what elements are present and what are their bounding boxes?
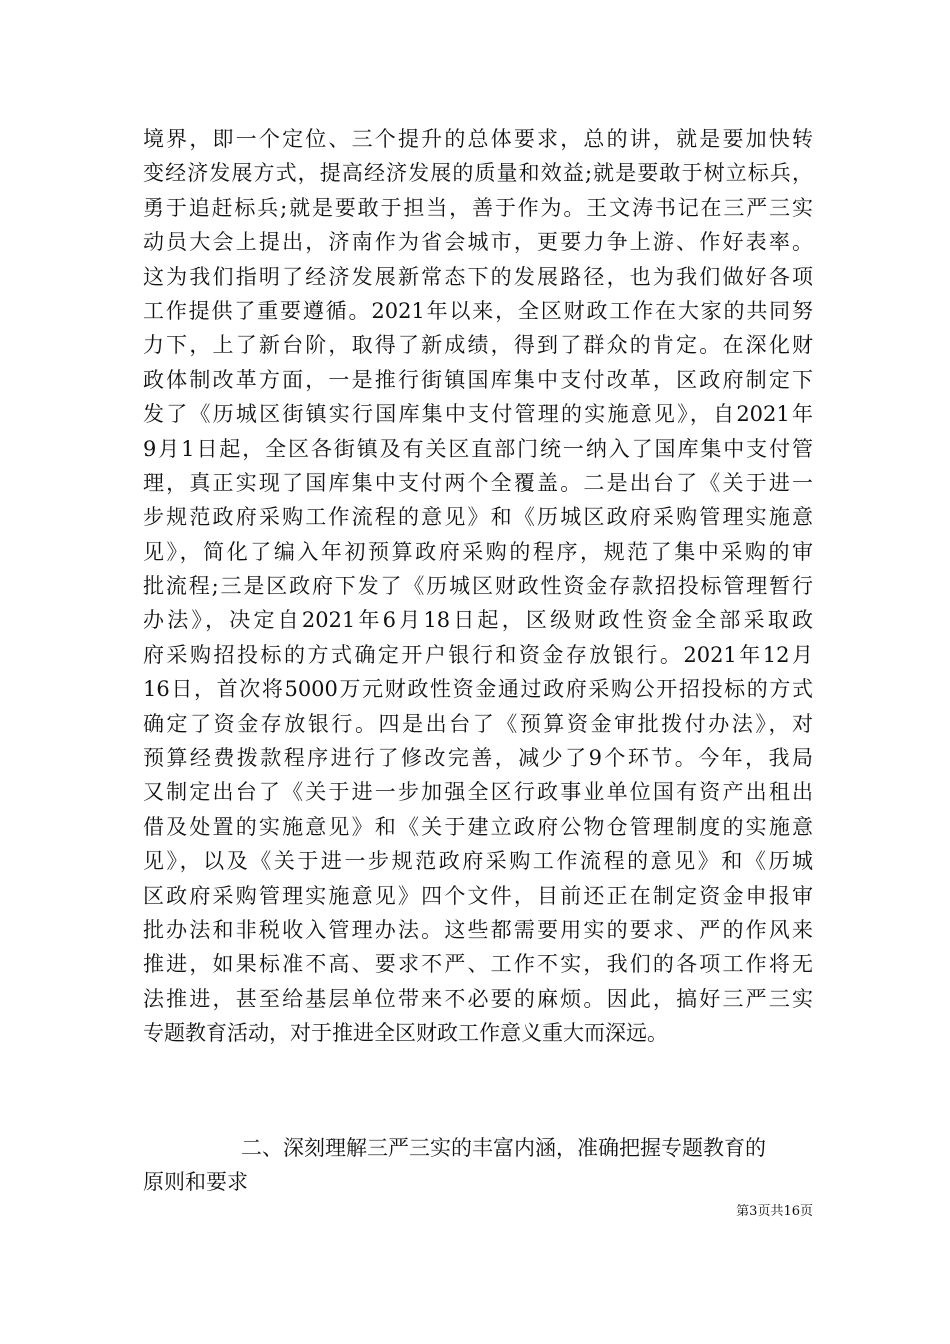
text-line: 动员大会上提出，济南作为省会城市，更要力争上游、作好表率。 bbox=[143, 230, 813, 255]
text-line: 府采购招投标的方式确定开户银行和资金存放银行。2021年12月 bbox=[143, 642, 813, 667]
text-line: 力下，上了新台阶，取得了新成绩，得到了群众的肯定。在深化财 bbox=[143, 333, 813, 358]
text-line: 9月1日起，全区各街镇及有关区直部门统一纳入了国库集中支付管 bbox=[143, 436, 813, 461]
text-line: 预算经费拨款程序进行了修改完善，减少了9个环节。今年，我局 bbox=[143, 746, 813, 771]
text-line: 区政府采购管理实施意见》四个文件，目前还正在制定资金申报审 bbox=[143, 883, 813, 908]
heading-line: 二、深刻理解三严三实的丰富内涵，准确把握专题教育的 bbox=[241, 1136, 766, 1160]
text-line: 勇于追赶标兵;就是要敢于担当，善于作为。王文涛书记在三严三实 bbox=[143, 195, 813, 220]
heading-line: 原则和要求 bbox=[143, 1170, 248, 1195]
text-line: 这为我们指明了经济发展新常态下的发展路径，也为我们做好各项 bbox=[143, 264, 813, 289]
text-line: 见》，简化了编入年初预算政府采购的程序，规范了集中采购的审 bbox=[143, 539, 813, 564]
text-line: 办法》，决定自2021年6月18日起，区级财政性资金全部采取政 bbox=[143, 608, 813, 633]
text-line: 变经济发展方式，提高经济发展的质量和效益;就是要敢于树立标兵， bbox=[143, 161, 813, 186]
text-line: 发了《历城区街镇实行国库集中支付管理的实施意见》，自2021年 bbox=[143, 402, 813, 427]
text-line: 步规范政府采购工作流程的意见》和《历城区政府采购管理实施意 bbox=[143, 505, 813, 530]
text-line: 理，真正实现了国库集中支付两个全覆盖。二是出台了《关于进一 bbox=[143, 470, 813, 495]
text-line: 又制定出台了《关于进一步加强全区行政事业单位国有资产出租出 bbox=[143, 780, 813, 805]
text-line: 工作提供了重要遵循。2021年以来，全区财政工作在大家的共同努 bbox=[143, 298, 813, 323]
text-line: 见》，以及《关于进一步规范政府采购工作流程的意见》和《历城 bbox=[143, 849, 813, 874]
text-line: 推进，如果标准不高、要求不严、工作不实，我们的各项工作将无 bbox=[143, 952, 813, 977]
text-line: 法推进，甚至给基层单位带来不必要的麻烦。因此，搞好三严三实 bbox=[143, 986, 813, 1011]
text-line: 确定了资金存放银行。四是出台了《预算资金审批拨付办法》，对 bbox=[143, 711, 813, 736]
page-number: 第3页共16页 bbox=[736, 1204, 813, 1219]
text-line: 借及处置的实施意见》和《关于建立政府公物仓管理制度的实施意 bbox=[143, 814, 813, 839]
text-line: 专题教育活动，对于推进全区财政工作意义重大而深远。 bbox=[143, 1021, 668, 1046]
text-line: 批流程;三是区政府下发了《历城区财政性资金存款招投标管理暂行 bbox=[143, 574, 813, 599]
text-line: 政体制改革方面，一是推行街镇国库集中支付改革，区政府制定下 bbox=[143, 367, 813, 392]
text-line: 16日，首次将5000万元财政性资金通过政府采购公开招投标的方式 bbox=[143, 677, 813, 702]
text-line: 批办法和非税收入管理办法。这些都需要用实的要求、严的作风来 bbox=[143, 917, 813, 942]
section-heading bbox=[143, 1131, 813, 1200]
text-line: 境界，即一个定位、三个提升的总体要求，总的讲，就是要加快转 bbox=[143, 127, 813, 151]
body-paragraph bbox=[143, 122, 813, 1051]
